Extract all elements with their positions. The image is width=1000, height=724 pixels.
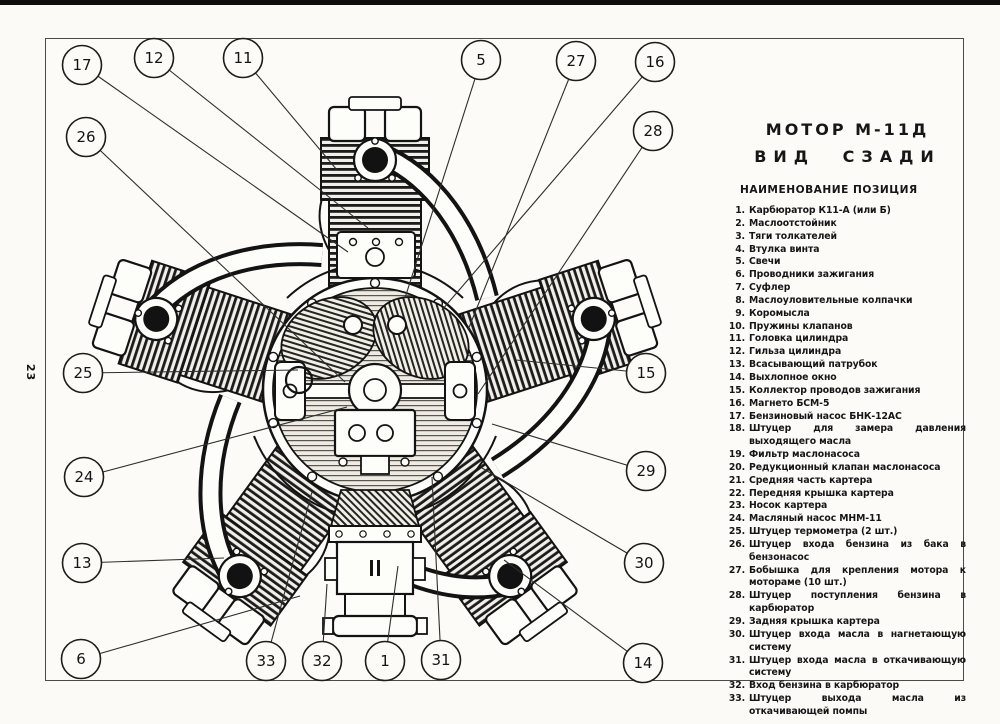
title-line-1: МОТОР М-11Д [765, 120, 930, 139]
item-text: Бобышка для крепления мотора к мотораме (10 шт.) [749, 564, 966, 589]
callout-number: 25 [73, 364, 93, 383]
item-text: Втулка винта [749, 243, 820, 255]
leader-line [243, 58, 337, 170]
parts-list-item [726, 475, 966, 488]
item-number: 5. [735, 256, 745, 268]
parts-list-item [726, 333, 966, 346]
parts-list-item [726, 411, 966, 424]
item-number: 6. [735, 269, 745, 281]
item-text: Носок картера [749, 500, 828, 512]
parts-list-item [726, 565, 966, 591]
intake-duct [331, 490, 419, 526]
parts-list-item [726, 295, 966, 308]
parts-list-item [726, 398, 966, 411]
item-number: 27. [728, 564, 745, 576]
parts-list-item [726, 231, 966, 244]
callout-number: 16 [645, 53, 665, 72]
callout-number: 6 [76, 650, 86, 669]
item-number: 23. [728, 500, 745, 512]
item-text: Магнето БСМ-5 [749, 397, 830, 409]
item-text: Гильза цилиндра [749, 346, 842, 358]
callout-number: 11 [233, 49, 253, 68]
parts-list-item [726, 423, 966, 449]
callout-number: 24 [74, 468, 94, 487]
parts-list-item [726, 488, 966, 501]
item-number: 7. [735, 282, 745, 294]
parts-list-item [726, 359, 966, 372]
item-text: Головка цилиндра [749, 333, 849, 345]
item-text: Средняя часть картера [749, 474, 873, 486]
item-text: Коромысла [749, 307, 810, 319]
item-text: Штуцер входа масла в нагнетающую систему [749, 628, 966, 653]
item-number: 32. [728, 680, 745, 692]
item-text: Пружины клапанов [749, 320, 853, 332]
item-text: Штуцер входа бензина из бака в бензонасос [749, 538, 966, 563]
item-number: 11. [728, 333, 745, 345]
callout-number: 30 [634, 554, 654, 573]
callout-number: 32 [312, 652, 332, 671]
item-number: 3. [735, 230, 745, 242]
item-text: Штуцер входа масла в откачивающую систему [749, 654, 966, 679]
parts-list-item [726, 693, 966, 719]
callout-number: 15 [636, 364, 656, 383]
parts-list-item [726, 526, 966, 539]
title-line-2: ВИД СЗАДИ [754, 147, 941, 166]
item-text: Коллектор проводов зажигания [749, 384, 921, 396]
parts-list-item [726, 539, 966, 565]
callout-number: 26 [76, 128, 96, 147]
item-number: 17. [728, 410, 745, 422]
item-number: 25. [728, 526, 745, 538]
page-title [735, 120, 960, 166]
parts-list-item [726, 321, 966, 334]
item-text: Свечи [749, 256, 781, 268]
callout-number: 14 [633, 654, 653, 673]
item-number: 26. [728, 538, 745, 550]
callout-number: 27 [566, 52, 586, 71]
item-text: Бензиновый насос БНК-12АС [749, 410, 902, 422]
item-text: Маслоуловительные колпачки [749, 294, 913, 306]
parts-list-item [726, 308, 966, 321]
item-number: 18. [728, 423, 745, 435]
item-text: Вход бензина в карбюратор [749, 680, 900, 692]
item-text: Передняя крышка картера [749, 487, 894, 499]
parts-list-item [726, 205, 966, 218]
callout-number: 17 [72, 56, 92, 75]
parts-list-item [726, 655, 966, 681]
item-number: 20. [728, 461, 745, 473]
callout-number: 13 [72, 554, 92, 573]
item-number: 9. [735, 307, 745, 319]
leader-line [82, 65, 348, 252]
item-number: 29. [728, 616, 745, 627]
item-text: Суфлер [749, 282, 791, 294]
parts-list-item [726, 513, 966, 526]
parts-list-item [726, 385, 966, 398]
item-number: 2. [735, 217, 745, 229]
item-text: Всасывающий патрубок [749, 359, 878, 371]
item-text: Фильтр маслонасоса [749, 449, 860, 461]
parts-list-item [726, 372, 966, 385]
item-text: Редукционный клапан маслонасоса [749, 461, 941, 473]
parts-list-item [726, 218, 966, 231]
engine-group [79, 97, 688, 693]
parts-list-item [726, 590, 966, 616]
parts-list-item [726, 282, 966, 295]
parts-list-item [726, 449, 966, 462]
item-number: 22. [728, 487, 745, 499]
callout-number: 29 [636, 462, 656, 481]
item-number: 16. [728, 397, 745, 409]
parts-list-item [726, 346, 966, 359]
parts-list-item [726, 616, 966, 629]
callout-number: 33 [256, 652, 276, 671]
callout-number: 1 [380, 652, 390, 671]
item-text: Штуцер термометра (2 шт.) [749, 526, 898, 538]
item-text: Штуцер для замера давления выходящего масла [749, 423, 966, 448]
item-number: 31. [728, 654, 745, 666]
item-text: Маслоотстойник [749, 217, 837, 229]
parts-list-item [726, 462, 966, 475]
item-number: 30. [728, 628, 745, 640]
page-number: 23 [24, 363, 38, 382]
item-number: 12. [728, 346, 745, 358]
item-number: 24. [728, 513, 745, 525]
item-text: Карбюратор К11-А (или Б) [749, 205, 891, 216]
parts-list [726, 205, 966, 719]
parts-list-item [726, 500, 966, 513]
parts-list-heading: НАИМЕНОВАНИЕ ПОЗИЦИЯ [740, 184, 918, 196]
item-number: 13. [728, 359, 745, 371]
item-number: 14. [728, 371, 745, 383]
item-number: 4. [735, 243, 745, 255]
item-text: Задняя крышка картера [749, 616, 880, 627]
item-number: 33. [728, 693, 745, 705]
item-number: 10. [728, 320, 745, 332]
carburetor [323, 526, 427, 636]
item-number: 19. [728, 449, 745, 461]
item-text: Тяги толкателей [749, 230, 837, 242]
parts-list-item [726, 680, 966, 693]
item-number: 15. [728, 384, 745, 396]
callout-number: 31 [431, 651, 451, 670]
item-text: Штуцер выхода масла из откачивающей помпы [749, 693, 966, 717]
item-text: Штуцер поступления бензина в карбюратор [749, 590, 966, 615]
item-text: Масляный насос МНМ-11 [749, 513, 882, 525]
callout-number: 5 [476, 51, 486, 70]
item-text: Выхлопное окно [749, 371, 837, 383]
item-number: 1. [735, 205, 745, 216]
item-number: 21. [728, 474, 745, 486]
item-text: Проводники зажигания [749, 269, 875, 281]
parts-list-item [726, 269, 966, 282]
parts-list-item [726, 244, 966, 257]
parts-list-item [726, 256, 966, 269]
callout-number: 12 [144, 49, 164, 68]
item-number: 28. [728, 590, 745, 602]
item-number: 8. [735, 294, 745, 306]
parts-list-item [726, 629, 966, 655]
oil-pump [335, 410, 415, 456]
callout-number: 28 [643, 122, 663, 141]
